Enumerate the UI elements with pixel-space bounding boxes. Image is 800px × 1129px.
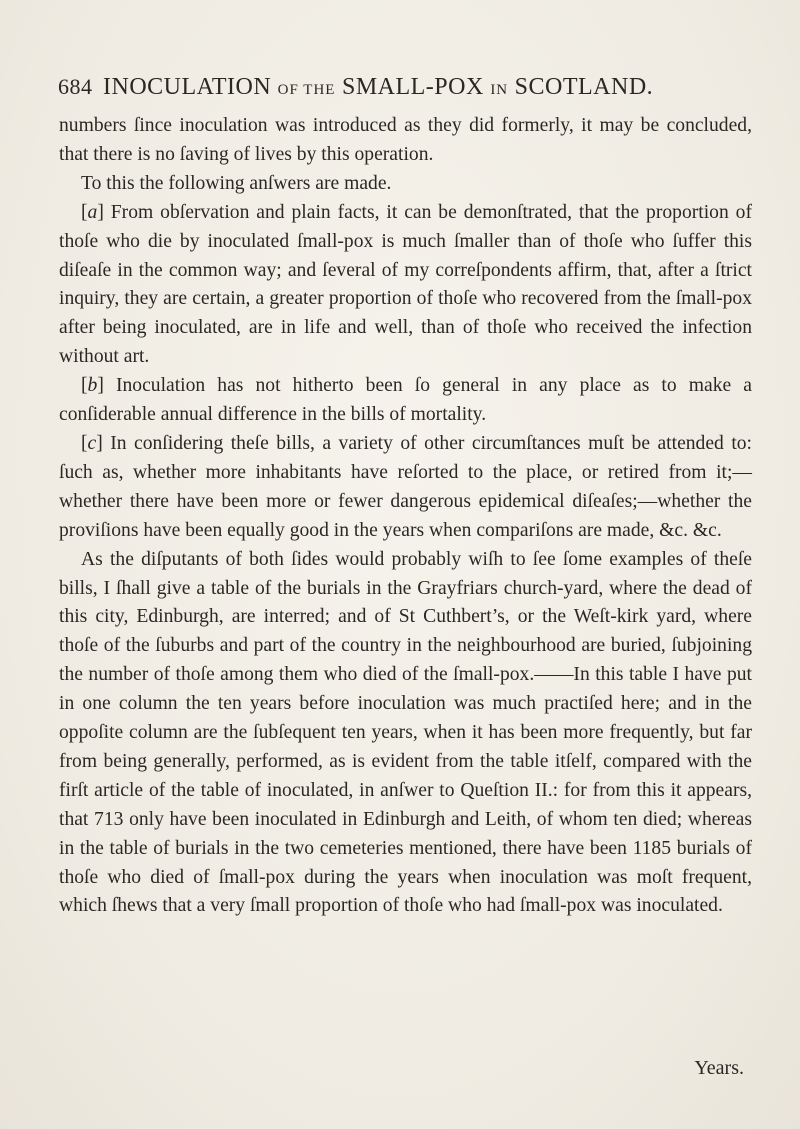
answer-marker-a: a <box>87 201 98 223</box>
answer-marker-b: b <box>87 375 98 397</box>
answer-a-text: From obſervation and plain facts, it can be demonſtrated, that the proportion of thoſe who die by inoculated ſmall-pox is much ſmaller than of thoſe who ſuffer this diſeaſe in the common way; and ſeveral of my correſpondents affirm, that, after a ſtrict inquiry, they are certain, a greater proportion of thoſe who recovered from the ſmall-pox after being inoculated, are in life and well, than of thoſe who received the infection without art. <box>59 201 752 368</box>
running-title-small-pox: SMALL-POX <box>341 74 484 100</box>
running-title-of-the: OF THE <box>277 82 336 98</box>
paragraph-continuation: numbers ſince inoculation was introduced as they did formerly, it may be concluded, that there is no ſaving of lives by this operation. <box>59 115 752 165</box>
answer-c-text: In conſidering theſe bills, a variety of other circumſtances muſt be attended to: ſuch as, whether more inhabitants have reſorted to the place, or retired from it;—whether there have been more or fewer dangerous epidemical diſeaſes;—whether the proviſions have been equally good in the years when compariſons are made, &c. &c. <box>59 432 752 541</box>
catchword: Years. <box>694 1057 744 1079</box>
body-text <box>59 112 752 921</box>
answer-marker-c: c <box>87 432 97 454</box>
paragraph-answer-c: [c] In conſidering theſe bills, a variety of other circumſtances muſt be attended to: ſuch as, whether more inhabitants have reſorted to the place, or retired from it;—whether there have been more or fewer dangerous epidemical diſeaſes;—whether the proviſions have been equally good in the years when compariſons are made, &c. &c. <box>59 432 752 541</box>
running-title-scotland: SCOTLAND. <box>514 74 654 100</box>
paragraph-answer-a: [a] From obſervation and plain facts, it can be demonſtrated, that the proportion of thoſe who die by inoculated ſmall-pox is much ſmaller than of thoſe who ſuffer this diſeaſe in the common way; and ſeveral of my correſpondents affirm, that, after a ſtrict inquiry, they are certain, a greater proportion of thoſe who recovered from the ſmall-pox after being inoculated, are in life and well, than of thoſe who received the infection without art. <box>59 201 752 368</box>
running-title-inoculation: INOCULATION <box>103 74 272 100</box>
running-head <box>58 74 758 101</box>
page-number: 684 <box>58 74 93 99</box>
paragraph-answer-b: [b] Inoculation has not hitherto been ſo general in any place as to make a conſiderable annual difference in the bills of mortality. <box>59 375 752 426</box>
answer-b-text: Inoculation has not hitherto been ſo general in any place as to make a conſiderable annual difference in the bills of mortality. <box>59 375 752 426</box>
running-title-in: IN <box>490 82 509 98</box>
paragraph-answers-intro: To this the following anſwers are made. <box>81 172 392 194</box>
paragraph-table-intro: As the diſputants of both ſides would probably wiſh to ſee ſome examples of theſe bills, I ſhall give a table of the burials in the Grayfriars church-yard, where the dead of this city, Edinburgh, are interred; and of St Cuthbert’s, or the Weſt-kirk yard, where thoſe of the ſuburbs and part of the country in the neighbourhood are buried, ſubjoining the number of thoſe among them who died of the ſmall-pox.——In this table I have put in one column the ten years before inoculation was much practiſed here; and in the oppoſite column are the ſubſequent ten years, when it has been more frequently, but far from being generally, performed, as is evident from the table itſelf, compared with the firſt article of the table of inoculated, in anſwer to Queſtion II.: for from this it appears, that 713 only have been inoculated in Edinburgh and Leith, of whom ten died; whereas in the table of burials in the two cemeteries mentioned, there have been 1185 burials of thoſe who died of ſmall-pox during the years when inoculation was moſt frequent, which ſhews that a very ſmall proportion of thoſe who had ſmall-pox was inoculated. <box>59 548 752 917</box>
